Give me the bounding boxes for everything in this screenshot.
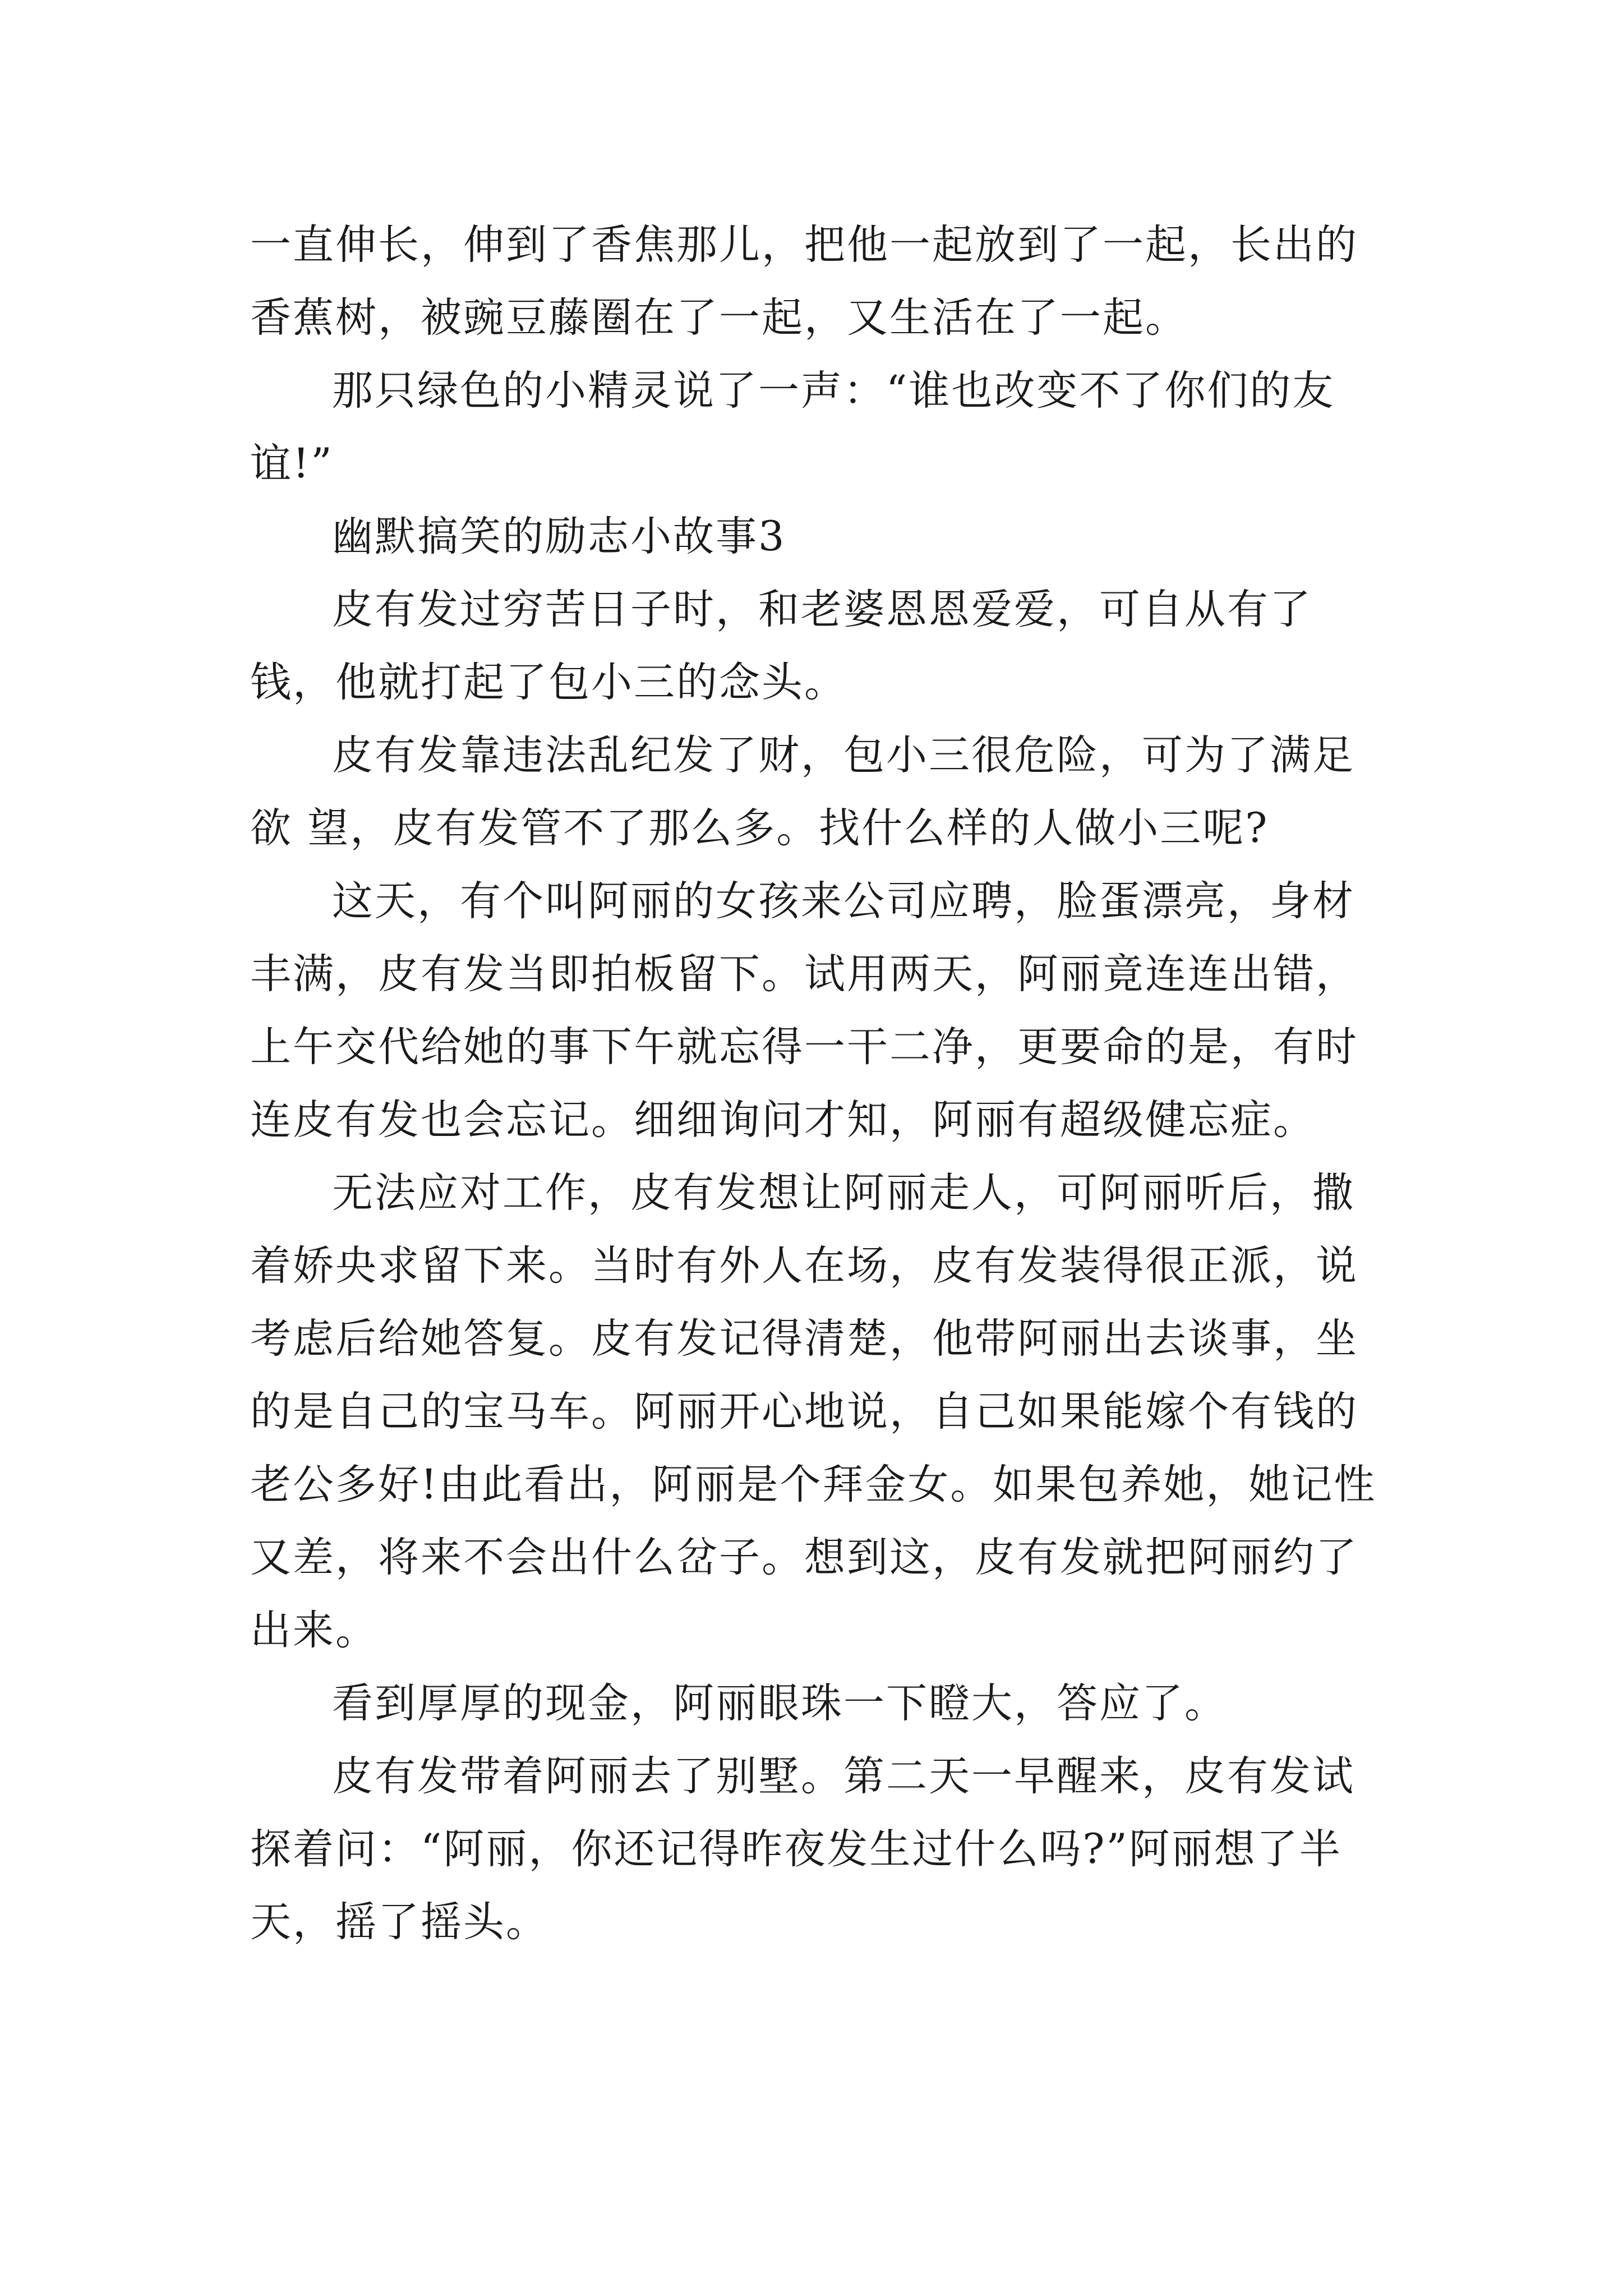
paragraph-continuation: 一直伸长，伸到了香焦那儿，把他一起放到了一起，长出的香蕉树，被豌豆藤圈在了一起，又生活在了一起。 [250, 221, 1358, 342]
paragraph: 那只绿色的小精灵说了一声：“谁也改变不了你们的友谊!” [250, 367, 1335, 487]
document-body [250, 209, 1378, 1959]
paragraph: 皮有发带着阿丽去了别墅。第二天一早醒来，皮有发试探着问：“阿丽，你还记得昨夜发生过什么吗?”阿丽想了半天，摇了摇头。 [250, 1752, 1355, 1946]
paragraph: 看到厚厚的现金，阿丽眼珠一下瞪大，答应了。 [332, 1680, 1227, 1727]
paragraph: 无法应对工作，皮有发想让阿丽走人，可阿丽听后，撒着娇央求留下来。当时有外人在场，皮有发装得很正派，说考虑后给她答复。皮有发记得清楚，他带阿丽出去谈事，坐的是自己的宝马车。阿丽开心地说，自己如果能嫁个有钱的老公多好!由此看出，阿丽是个拜金女。如果包养她，她记性又差，将来不会出什么岔子。想到这，皮有发就把阿丽约了出来。 [250, 1169, 1377, 1654]
paragraph: 皮有发过穷苦日子时，和老婆恩恩爱爱，可自从有了钱，他就打起了包小三的念头。 [250, 586, 1312, 706]
paragraph: 这天，有个叫阿丽的女孩来公司应聘，脸蛋漂亮，身材丰满，皮有发当即拍板留下。试用两天，阿丽竟连连出错，上午交代给她的事下午就忘得一干二净，更要命的是，有时连皮有发也会忘记。细细询问才知，阿丽有超级健忘症。 [250, 877, 1358, 1144]
paragraph: 皮有发靠违法乱纪发了财，包小三很危险，可为了满足欲 望，皮有发管不了那么多。找什么样的人做小三呢? [250, 731, 1355, 852]
section-heading: 幽默搞笑的励志小故事3 [332, 513, 786, 560]
